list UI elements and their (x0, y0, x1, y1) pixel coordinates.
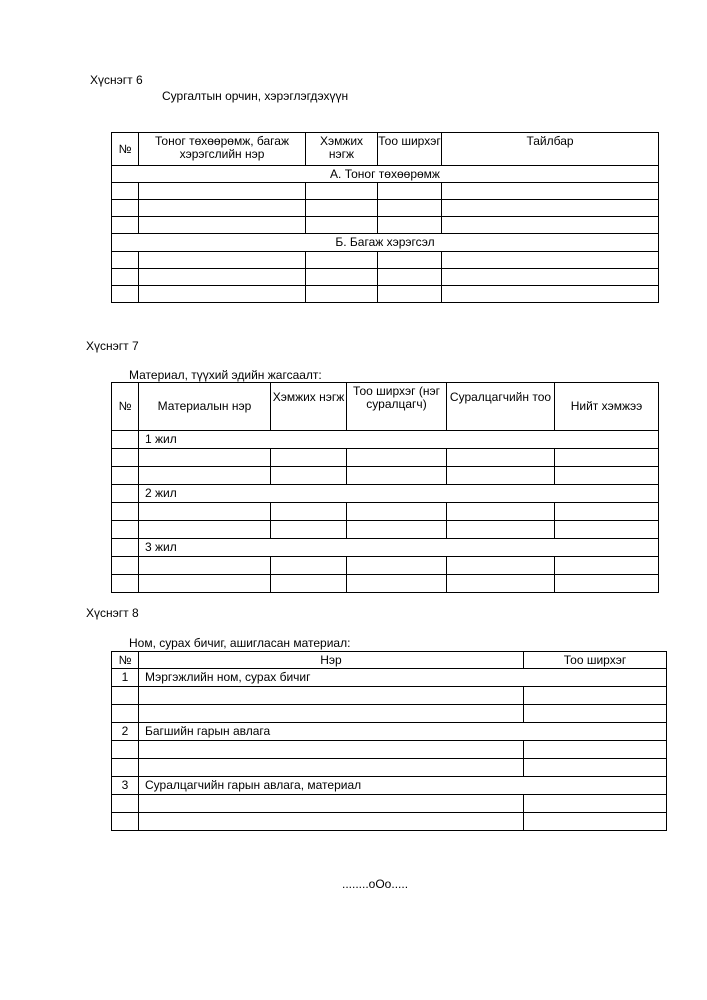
col-unit: Хэмжих нэгж (306, 133, 378, 166)
table-cell[interactable] (139, 575, 271, 593)
table-cell[interactable] (347, 449, 447, 467)
section-equipment: А. Тоног төхөөрөмж (112, 166, 659, 183)
table-cell[interactable] (524, 741, 667, 759)
table-cell[interactable] (555, 467, 659, 485)
table-cell[interactable] (447, 449, 555, 467)
col-no: № (112, 652, 139, 669)
table-cell[interactable] (442, 269, 659, 286)
table-cell[interactable] (139, 759, 524, 777)
table-cell[interactable] (112, 795, 139, 813)
annex7-table (111, 382, 659, 593)
table-cell[interactable] (378, 252, 442, 269)
annex6-title: Сургалтын орчин, хэрэглэгдэхүүн (162, 89, 349, 103)
table-cell[interactable] (139, 183, 306, 200)
table-cell[interactable] (347, 467, 447, 485)
table-cell[interactable] (112, 741, 139, 759)
table-cell[interactable] (112, 217, 139, 234)
table-cell[interactable] (139, 521, 271, 539)
table-cell[interactable] (139, 217, 306, 234)
table-cell[interactable] (271, 467, 347, 485)
table-row (112, 705, 667, 723)
table-row (112, 557, 659, 575)
table-cell[interactable] (447, 557, 555, 575)
table-cell[interactable] (524, 687, 667, 705)
table-cell[interactable] (112, 269, 139, 286)
table-cell[interactable] (378, 217, 442, 234)
table-cell[interactable] (555, 557, 659, 575)
table-cell[interactable] (442, 286, 659, 303)
table-cell[interactable] (347, 557, 447, 575)
table-cell[interactable] (442, 183, 659, 200)
col-qty: Тоо ширхэг (524, 652, 667, 669)
col-name: Материалын нэр (139, 383, 271, 431)
group-3-label: Суралцагчийн гарын авлага, материал (139, 777, 667, 795)
table-cell[interactable] (555, 449, 659, 467)
table-cell[interactable] (271, 449, 347, 467)
table-cell[interactable] (306, 269, 378, 286)
table-cell[interactable] (112, 521, 139, 539)
group-2-number: 2 (112, 723, 139, 741)
table-cell[interactable] (378, 286, 442, 303)
table-cell[interactable] (442, 217, 659, 234)
table-cell[interactable] (139, 269, 306, 286)
table-cell[interactable] (442, 200, 659, 217)
table-row (112, 467, 659, 485)
table-row (112, 217, 659, 234)
table-cell[interactable] (447, 521, 555, 539)
col-note: Тайлбар (442, 133, 659, 166)
table-cell[interactable] (306, 217, 378, 234)
annex6-table (111, 132, 659, 303)
col-name: Нэр (139, 652, 524, 669)
table-cell[interactable] (139, 687, 524, 705)
table-row (112, 741, 667, 759)
col-qty: Тоо ширхэг (нэг суралцагч) (347, 383, 447, 431)
table-row (112, 286, 659, 303)
table-cell[interactable] (347, 503, 447, 521)
annex6-heading: Хүснэгт 6 (90, 73, 143, 87)
table-cell[interactable] (306, 183, 378, 200)
table-cell[interactable] (139, 200, 306, 217)
table-cell[interactable] (347, 575, 447, 593)
table-row (112, 575, 659, 593)
table-cell[interactable] (524, 705, 667, 723)
table-row (112, 269, 659, 286)
section-tools: Б. Багаж хэрэгсэл (112, 234, 659, 252)
table-row (112, 449, 659, 467)
table-cell[interactable] (378, 200, 442, 217)
table-cell[interactable] (447, 575, 555, 593)
table-cell[interactable] (112, 813, 139, 831)
table-row (112, 795, 667, 813)
group-1-label: Мэргэжлийн ном, сурах бичиг (139, 669, 667, 687)
table-cell[interactable] (271, 503, 347, 521)
annex8-table (111, 651, 667, 831)
year-2-label: 2 жил (139, 485, 659, 503)
table-cell[interactable] (555, 503, 659, 521)
table-cell[interactable] (139, 449, 271, 467)
table-cell[interactable] (447, 503, 555, 521)
table-cell[interactable] (524, 759, 667, 777)
table-cell[interactable] (347, 521, 447, 539)
col-qty: Тоо ширхэг (378, 133, 442, 166)
table-row (112, 759, 667, 777)
year-1-label: 1 жил (139, 431, 659, 449)
annex7-heading: Хүснэгт 7 (86, 339, 139, 353)
table-cell[interactable] (112, 687, 139, 705)
table-cell[interactable] (112, 705, 139, 723)
year-3-label: 3 жил (139, 539, 659, 557)
table-cell[interactable] (306, 200, 378, 217)
table-cell[interactable] (139, 467, 271, 485)
table-cell[interactable] (139, 741, 524, 759)
table-cell[interactable] (112, 286, 139, 303)
table-cell[interactable] (139, 252, 306, 269)
table-cell[interactable] (442, 252, 659, 269)
end-marker: ........оОо..... (342, 877, 409, 891)
table-row (112, 687, 667, 705)
col-name: Тоног төхөөрөмж, багаж хэрэгслийн нэр (139, 133, 306, 166)
table-row (112, 183, 659, 200)
table-cell[interactable] (378, 183, 442, 200)
table-cell[interactable] (139, 795, 524, 813)
table-cell[interactable] (139, 286, 306, 303)
table-header-row (112, 383, 659, 431)
annex7-title: Материал, түүхий эдийн жагсаалт: (129, 368, 322, 382)
annex8-heading: Хүснэгт 8 (86, 606, 139, 620)
table-row (112, 252, 659, 269)
table-cell[interactable] (112, 759, 139, 777)
table-cell[interactable] (271, 557, 347, 575)
group-1-number: 1 (112, 669, 139, 687)
annex8-title: Ном, сурах бичиг, ашигласан материал: (129, 636, 351, 650)
table-cell[interactable] (271, 575, 347, 593)
table-cell[interactable] (447, 467, 555, 485)
table-cell[interactable] (112, 557, 139, 575)
table-row (112, 503, 659, 521)
table-cell[interactable] (112, 252, 139, 269)
table-cell[interactable] (112, 575, 139, 593)
table-cell[interactable] (112, 200, 139, 217)
table-cell[interactable] (139, 813, 524, 831)
table-header-row (112, 133, 659, 166)
col-no: № (112, 383, 139, 431)
table-cell[interactable] (524, 795, 667, 813)
table-cell[interactable] (112, 183, 139, 200)
table-cell[interactable] (555, 521, 659, 539)
table-cell[interactable] (112, 449, 139, 467)
group-2-label: Багшийн гарын авлага (139, 723, 667, 741)
table-row (112, 813, 667, 831)
table-cell[interactable] (139, 705, 524, 723)
col-students: Суралцагчийн тоо (447, 383, 555, 431)
group-3-number: 3 (112, 777, 139, 795)
col-total: Нийт хэмжээ (555, 383, 659, 431)
table-row (112, 521, 659, 539)
table-cell[interactable] (555, 575, 659, 593)
col-unit: Хэмжих нэгж (271, 383, 347, 431)
table-cell[interactable] (112, 467, 139, 485)
table-cell[interactable] (139, 503, 271, 521)
table-cell[interactable] (139, 557, 271, 575)
table-cell[interactable] (306, 252, 378, 269)
table-header-row (112, 652, 667, 669)
table-cell[interactable] (112, 503, 139, 521)
table-cell[interactable] (271, 521, 347, 539)
table-cell[interactable] (378, 269, 442, 286)
table-row (112, 200, 659, 217)
table-cell[interactable] (306, 286, 378, 303)
col-no: № (112, 133, 139, 166)
table-cell[interactable] (524, 813, 667, 831)
